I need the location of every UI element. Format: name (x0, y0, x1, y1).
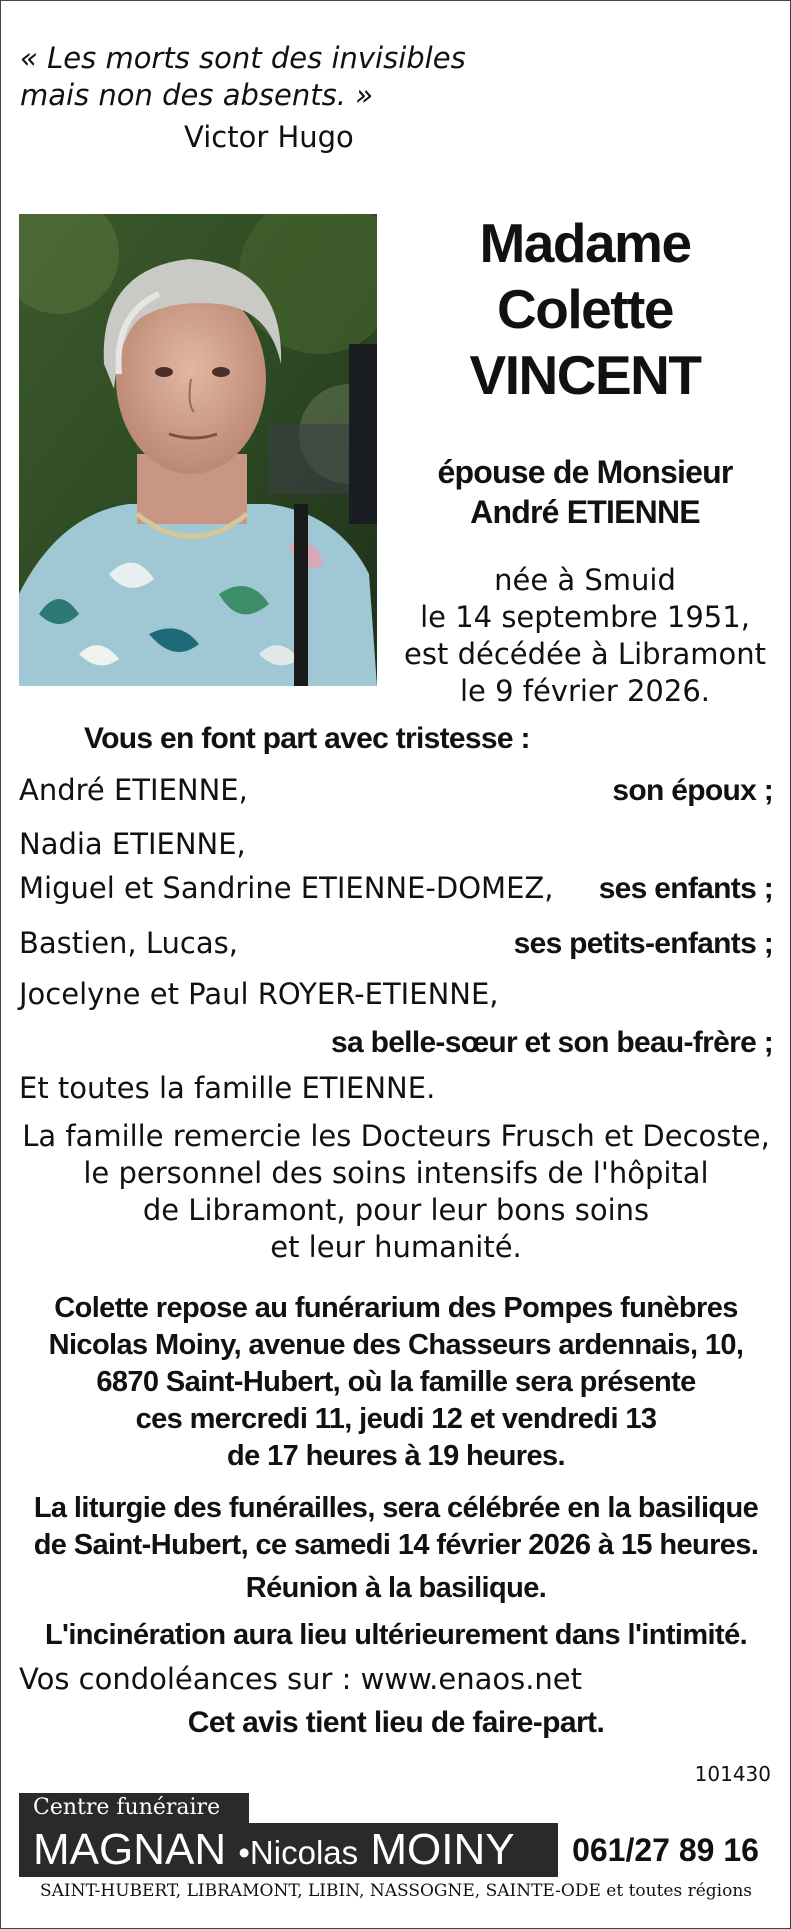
repose-line-2: Nicolas Moiny, avenue des Chasseurs ardennais, 10, (48, 1329, 744, 1361)
family-row-child-2 (19, 870, 773, 907)
brand-separator: • (238, 1834, 250, 1871)
spouse-line-2: André ETIENNE (470, 494, 700, 530)
footer-brand (33, 1825, 515, 1878)
spouse-name: André ETIENNE, (19, 773, 248, 807)
deceased-title: Madame (479, 212, 691, 274)
quote-line-1: « Les morts sont des invisibles (20, 41, 466, 75)
liturgy-line-1: La liturgie des funérailles, sera célébrée en la basilique (33, 1492, 759, 1524)
family-row-all (19, 1070, 773, 1107)
repose-line-4: ces mercredi 11, jeudi 12 et vendredi 13 (135, 1403, 657, 1435)
death-place: est décédée à Libramont (404, 637, 766, 671)
liturgy-paragraph (19, 1490, 773, 1564)
faire-part-notice: Cet avis tient lieu de faire-part. (187, 1706, 605, 1739)
repose-line-5: de 17 heures à 19 heures. (226, 1440, 566, 1472)
reference-number: 101430 (694, 1762, 771, 1786)
thanks-line-1: La famille remercie les Docteurs Frusch et Decoste, (22, 1119, 770, 1153)
grandchildren-names: Bastien, Lucas, (19, 926, 238, 960)
spouse-relation: son époux ; (612, 774, 773, 807)
child-name-1: Nadia ETIENNE, (19, 827, 246, 861)
liturgy-line-2: de Saint-Hubert, ce samedi 14 février 2026 à 15 heures. (33, 1529, 759, 1561)
quote-author: Victor Hugo (184, 120, 354, 154)
family-row-child-1 (19, 826, 773, 863)
inlaws-relation: sa belle-sœur et son beau-frère ; (330, 1026, 773, 1059)
footer-brand-bar (19, 1823, 773, 1877)
announcement-heading: Vous en font part avec tristesse : (84, 722, 530, 755)
child-name-2: Miguel et Sandrine ETIENNE-DOMEZ, (19, 871, 554, 905)
deceased-name (400, 210, 770, 408)
brand-magnan: MAGNAN (33, 1825, 227, 1874)
repose-line-3: 6870 Saint-Hubert, où la famille sera présente (96, 1366, 696, 1398)
inlaws-names: Jocelyne et Paul ROYER-ETIENNE, (19, 977, 499, 1011)
funeral-home-footer (19, 1793, 773, 1905)
spouse-line-1: épouse de Monsieur (437, 454, 733, 490)
deceased-last-name: VINCENT (469, 344, 701, 406)
footer-phone: 061/27 89 16 (558, 1823, 773, 1877)
repose-paragraph (19, 1290, 773, 1475)
footer-label: Centre funéraire (19, 1793, 249, 1823)
all-family: Et toutes la famille ETIENNE. (19, 1071, 436, 1105)
birth-place: née à Smuid (494, 563, 676, 597)
thanks-line-4: et leur humanité. (270, 1230, 522, 1264)
death-date: le 9 février 2026. (460, 674, 710, 708)
repose-line-1: Colette repose au funérarium des Pompes funèbres (54, 1292, 738, 1324)
family-row-spouse (19, 772, 773, 809)
grandchildren-relation: ses petits-enfants ; (513, 927, 773, 960)
spouse-info (400, 452, 770, 532)
family-row-grandchildren (19, 925, 773, 962)
quote-line-2: mais non des absents. » (20, 78, 374, 112)
footer-label-spacer (249, 1793, 773, 1823)
birth-date: le 14 septembre 1951, (420, 600, 750, 634)
brand-moiny: MOINY (370, 1825, 515, 1874)
family-row-inlaws (19, 976, 773, 1013)
cremation-notice: L'incinération aura lieu ultérieurement dans l'intimité. (44, 1619, 748, 1651)
deceased-first-name: Colette (497, 278, 673, 340)
brand-nicolas: Nicolas (249, 1834, 359, 1871)
children-relation: ses enfants ; (598, 872, 773, 905)
footer-locations: SAINT-HUBERT, LIBRAMONT, LIBIN, NASSOGNE, SAINTE-ODE et toutes régions (19, 1877, 773, 1905)
thanks-line-2: le personnel des soins intensifs de l'hôpital (83, 1156, 709, 1190)
thanks-line-3: de Libramont, pour leur bons soins (142, 1193, 650, 1227)
condolences-line: Vos condoléances sur : www.enaos.net (19, 1662, 583, 1696)
quote (20, 40, 520, 114)
portrait-photo (19, 214, 377, 686)
birth-death-info (400, 562, 770, 710)
meeting-notice: Réunion à la basilique. (245, 1572, 547, 1604)
thanks-paragraph (19, 1118, 773, 1266)
